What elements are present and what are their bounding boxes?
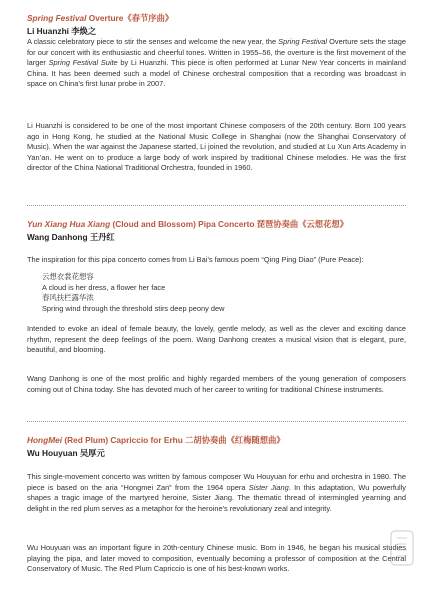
piece-section-cloud-and-blossom	[27, 219, 406, 243]
piece-description-paragraph: Intended to evoke an ideal of female beauty, the lovely, gentle melody, as well as the clever and exciting dance rhythm, represent the deep feelings of the poem. Wang Danhong creates a musical vision that is elegant, pure, beautiful, and blooming.	[27, 324, 406, 355]
piece-title-italic: HongMei	[27, 435, 63, 445]
piece-title-italic: Yun Xiang Hua Xiang	[27, 219, 111, 229]
poem-intro-paragraph: The inspiration for this pipa concerto comes from Li Bai’s famous poem “Qing Ping Diao” (Pure Peace):	[27, 255, 364, 264]
poem-line: A cloud is her dress, a flower her face	[42, 282, 166, 292]
piece-description-paragraph: This single-movement concerto was written by famous composer Wu Houyuan for erhu and orchestra in 1980. The piece is based on the aria “Hongmei Zan” from the 1964 opera Sister Jiang. In this adaptation, Wu powerfully shapes a tragic image of the martyred heroine, Sister Jiang. The thematic thread of intermingled yearning and delight in the red plum serves as a metaphor for the heroine’s revolutionary zeal and integrity.	[27, 472, 406, 513]
composer-name: Li Huanzhi 李焕之	[27, 26, 97, 36]
poem-line: 云想衣裳花想容	[42, 272, 94, 281]
library-watermark-icon	[388, 528, 416, 568]
composer-bio-paragraph: Li Huanzhi is considered to be one of the most important Chinese composers of the 20th century. Born 100 years ago in Hong Kong, he studied at the National Music College in Shanghai (now the Shanghai Conservatory of Music). When the war against the Japanese started, Li joined the revolution, and studied at Lu Xun Arts Academy in Yan’an. He went on to produce a large body of work inspired by traditional Chinese melodies. He was the first director of the China National Traditional Orchestra, founded in 1960.	[27, 121, 406, 173]
poem-line: 春风扶栏露华浓	[42, 293, 94, 303]
piece-title	[27, 435, 406, 446]
piece-title-rest: (Red Plum) Capriccio for Erhu 二胡协奏曲《红梅随想曲》	[62, 435, 285, 445]
piece-description-paragraph: A classic celebratory piece to stir the senses and welcome the new year, the Spring Festival Overture sets the stage for our concert with its enthusiastic and cheerful tones. Written in 1955–56, the overture is the first movement of the larger Spring Festival Suite by Li Huanzhi. This piece is often performed at Lunar New Year concerts in mainland China. It has been deemed such a model of Chinese orchestral composition that a recording was broadcast in space on China’s first lunar probe in 2007.	[27, 37, 407, 89]
piece-title	[27, 219, 406, 230]
piece-title-italic: Spring Festival	[27, 13, 87, 23]
piece-title-rest: (Cloud and Blossom) Pipa Concerto 琵琶协奏曲《云想花想》	[110, 219, 348, 229]
piece-title	[27, 13, 406, 24]
piece-title-rest: Overture《春节序曲》	[86, 13, 174, 23]
composer-name: Wang Danhong 王丹红	[27, 232, 115, 242]
section-divider	[27, 421, 406, 422]
section-divider	[27, 205, 406, 206]
poem-line: Spring wind through the threshold stirs deep peony dew	[42, 303, 225, 313]
composer-name: Wu Houyuan 吴厚元	[27, 448, 105, 458]
composer-bio-paragraph: Wu Houyuan was an important figure in 20th-century Chinese music. Born in 1946, he began his musical studies playing the pipa, and later moved to composition, eventually becoming a professor of composition at the Central Conservatory of Music. The Red Plum Capriccio is one of his best-known works.	[27, 543, 406, 574]
poem-quote	[42, 272, 382, 314]
piece-section-spring-festival	[27, 13, 406, 37]
piece-section-red-plum	[27, 435, 406, 459]
composer-bio-paragraph: Wang Danhong is one of the most prolific and highly regarded members of the young generation of composers coming out of China today. She has devoted much of her career to writing for traditional Chinese instruments.	[27, 374, 406, 394]
